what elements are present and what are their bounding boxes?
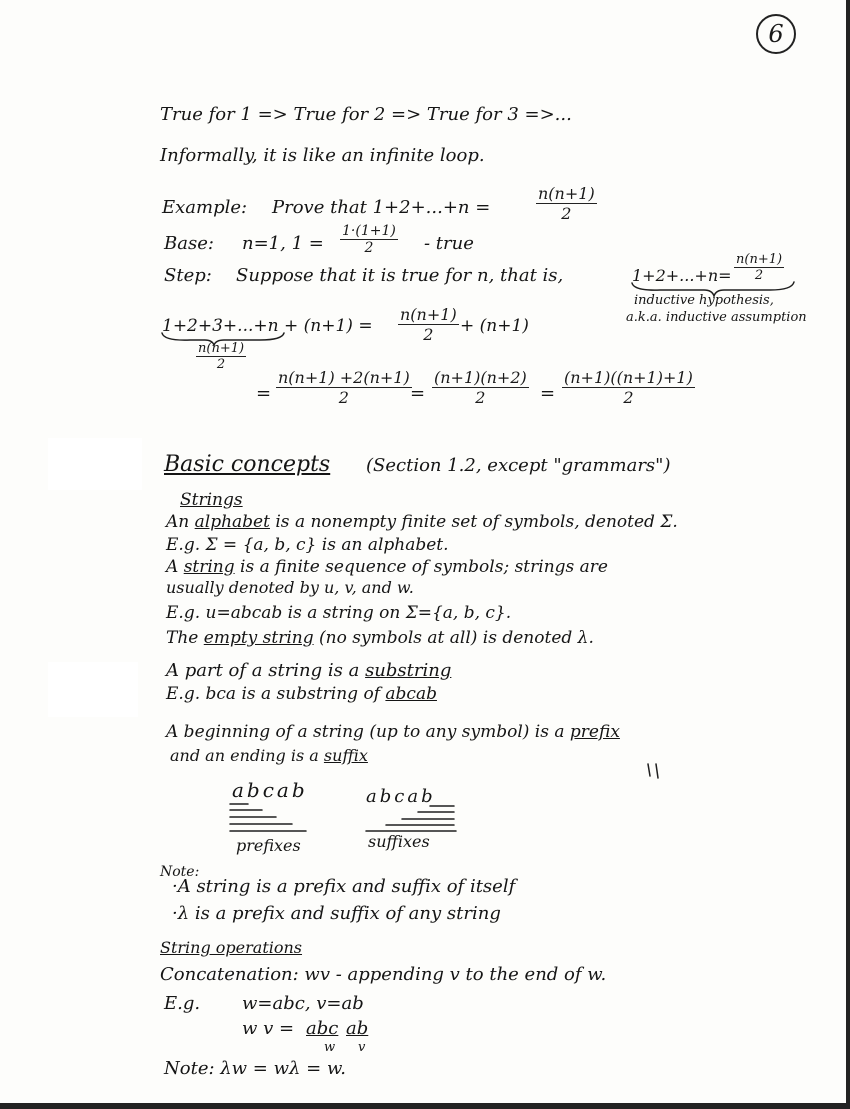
- step-hyp-denominator: 2: [754, 268, 764, 283]
- step-hyp-numerator: n(n+1): [736, 252, 783, 267]
- prefix-diagram-word: abcab: [232, 778, 308, 802]
- line1-numerator: n(n+1): [400, 305, 457, 324]
- suffix-term: suffix: [323, 746, 368, 765]
- base-numerator: 1·(1+1): [342, 223, 396, 239]
- concatenation-definition: Concatenation: wv - appending v to the end of w.: [160, 964, 607, 985]
- line1-denominator: 2: [423, 325, 434, 344]
- prefix-term: prefix: [569, 722, 620, 742]
- prefix-diagram-label: prefixes: [236, 836, 301, 855]
- suffix-text-1: and an ending is a: [170, 746, 319, 765]
- alphabet-text-1: An: [166, 512, 190, 532]
- line2-equals-1: =: [256, 383, 272, 404]
- hypothesis-note-1: inductive hypothesis,: [634, 293, 774, 308]
- string-operations-heading: String operations: [160, 938, 303, 957]
- line2-equals-2: =: [410, 383, 426, 404]
- example-numerator: n(n+1): [538, 184, 595, 203]
- string-example: E.g. u=abcab is a string on Σ={a, b, c}.: [166, 603, 512, 623]
- scan-edge-right: [846, 0, 850, 1109]
- base-text: n=1, 1 =: [242, 233, 324, 254]
- line2-f1-denominator: 2: [338, 388, 349, 407]
- brace-denominator: 2: [216, 357, 226, 372]
- concat-result-v: ab: [346, 1018, 369, 1039]
- induction-chain: True for 1 => True for 2 => True for 3 =>...: [160, 104, 572, 125]
- note-label: Note:: [160, 864, 200, 880]
- concat-w-label: w: [324, 1040, 336, 1055]
- concat-result-w: abc: [306, 1018, 339, 1039]
- identity-note: Note: λw = wλ = w.: [164, 1058, 346, 1079]
- substring-example-text: E.g. bca is a substring of: [166, 684, 380, 704]
- hypothesis-note-2: a.k.a. inductive assumption: [626, 310, 807, 325]
- sum-brace: [162, 333, 284, 345]
- line2-f2-denominator: 2: [475, 388, 486, 407]
- line2-equals-3: =: [540, 383, 556, 404]
- basic-concepts-heading: Basic concepts: [164, 452, 331, 477]
- concat-v-label: v: [358, 1040, 366, 1055]
- page-number: 6: [768, 20, 784, 48]
- substring-text-1: A part of a string is a: [166, 660, 360, 681]
- alphabet-text-2: is a nonempty finite set of symbols, denoted Σ.: [275, 512, 678, 532]
- substring-term: substring: [365, 660, 452, 681]
- step-hypothesis-lhs: 1+2+...+n=: [632, 266, 732, 285]
- informal-remark: Informally, it is like an infinite loop.: [160, 145, 485, 166]
- line2-f1-numerator: n(n+1) +2(n+1): [278, 368, 410, 387]
- line2-f2-numerator: (n+1)(n+2): [434, 368, 527, 387]
- strings-heading: Strings: [180, 490, 243, 510]
- line1-tail: + (n+1): [460, 316, 529, 336]
- scan-edge-bottom: [0, 1103, 850, 1109]
- empty-text-2: (no symbols at all) is denoted λ.: [319, 628, 594, 648]
- string-text-1: A: [166, 557, 179, 577]
- empty-string-term: empty string: [203, 628, 314, 648]
- prefix-text-1: A beginning of a string (up to any symbol) is a: [166, 722, 565, 742]
- suffix-diagram-word: abcab: [366, 786, 436, 807]
- example-label: Example:: [162, 197, 248, 218]
- string-notation: usually denoted by u, v, and w.: [166, 578, 414, 597]
- note-1: ·A string is a prefix and suffix of itself: [172, 876, 516, 897]
- inductive-step-line1-lhs: 1+2+3+...+n + (n+1) =: [162, 316, 373, 336]
- line2-f3-numerator: (n+1)((n+1)+1): [564, 368, 693, 387]
- step-text: Suppose that it is true for n, that is,: [236, 265, 564, 286]
- example-statement: Prove that 1+2+...+n =: [272, 197, 491, 218]
- example-denominator: 2: [561, 204, 572, 223]
- alphabet-term: alphabet: [194, 512, 270, 532]
- alphabet-example: E.g. Σ = {a, b, c} is an alphabet.: [166, 535, 449, 555]
- string-term: string: [183, 557, 235, 577]
- basic-concepts-note: (Section 1.2, except "grammars"): [366, 455, 671, 476]
- substring-example-word: abcab: [385, 684, 437, 704]
- base-label: Base:: [164, 233, 214, 254]
- empty-text-1: The: [166, 628, 199, 648]
- concat-result-lhs: w v =: [242, 1018, 295, 1039]
- base-denominator: 2: [364, 240, 374, 256]
- step-label: Step:: [164, 265, 212, 286]
- base-result: - true: [424, 233, 474, 254]
- note-2: ·λ is a prefix and suffix of any string: [172, 903, 501, 924]
- concat-eg-values: w=abc, v=ab: [242, 993, 364, 1014]
- stray-mark: [648, 764, 658, 778]
- line2-f3-denominator: 2: [623, 388, 634, 407]
- string-text-2: is a finite sequence of symbols; strings are: [240, 557, 608, 577]
- concat-eg-label: E.g.: [164, 993, 201, 1014]
- brace-numerator: n(n+1): [198, 341, 245, 356]
- hypothesis-brace: [632, 282, 794, 296]
- suffix-diagram-label: suffixes: [368, 832, 430, 851]
